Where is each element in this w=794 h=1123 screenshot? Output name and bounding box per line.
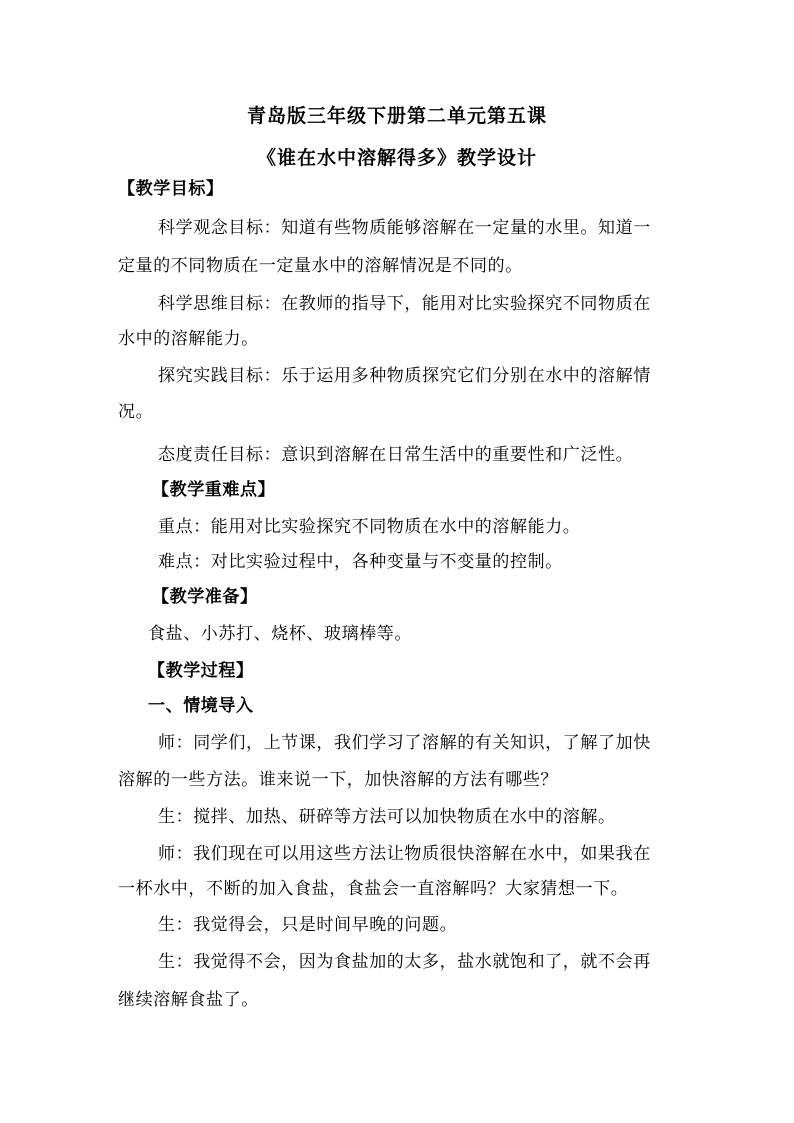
teacher-line-2b: 一杯水中，不断的加入食盐，食盐会一直溶解吗？大家猜想一下。	[118, 879, 629, 899]
objective-3-line2: 况。	[118, 402, 154, 422]
student-line-1: 生：搅拌、加热、研碎等方法可以加快物质在水中的溶解。	[158, 807, 616, 827]
objective-2-line2: 水中的溶解能力。	[118, 329, 259, 349]
objective-1-line1: 科学观念目标：知道有些物质能够溶解在一定量的水里。知道一	[158, 218, 651, 238]
document-title-line2: 《谁在水中溶解得多》教学设计	[256, 147, 537, 169]
preparation-text: 食盐、小苏打、烧杯、玻璃棒等。	[148, 624, 412, 644]
objective-4: 态度责任目标：意识到溶解在日常生活中的重要性和广泛性。	[158, 445, 634, 465]
preparation-heading: 【教学准备】	[152, 587, 258, 607]
student-line-2: 生：我觉得会，只是时间早晚的问题。	[158, 915, 458, 935]
key-points-heading: 【教学重难点】	[152, 480, 276, 500]
key-point-text: 重点：能用对比实验探究不同物质在水中的溶解能力。	[158, 517, 581, 537]
document-title-line1: 青岛版三年级下册第二单元第五课	[246, 105, 547, 127]
part1-heading: 一、情境导入	[148, 696, 254, 716]
objective-3-line1: 探究实践目标：乐于运用多种物质探究它们分别在水中的溶解情	[158, 366, 651, 386]
student-line-3b: 继续溶解食盐了。	[118, 990, 259, 1010]
process-heading: 【教学过程】	[148, 661, 254, 681]
teacher-line-1b: 溶解的一些方法。谁来说一下，加快溶解的方法有哪些？	[118, 770, 558, 790]
objective-1-line2: 定量的不同物质在一定量水中的溶解情况是不同的。	[118, 256, 523, 276]
teacher-line-2a: 师：我们现在可以用这些方法让物质很快溶解在水中，如果我在	[158, 844, 651, 864]
student-line-3a: 生：我觉得不会，因为食盐加的太多，盐水就饱和了，就不会再	[158, 952, 651, 972]
difficulty-text: 难点：对比实验过程中，各种变量与不变量的控制。	[158, 552, 563, 572]
objective-2-line1: 科学思维目标：在教师的指导下，能用对比实验探究不同物质在	[158, 294, 651, 314]
teacher-line-1a: 师：同学们，上节课，我们学习了溶解的有关知识，了解了加快	[158, 733, 651, 753]
objectives-heading: 【教学目标】	[118, 179, 224, 199]
